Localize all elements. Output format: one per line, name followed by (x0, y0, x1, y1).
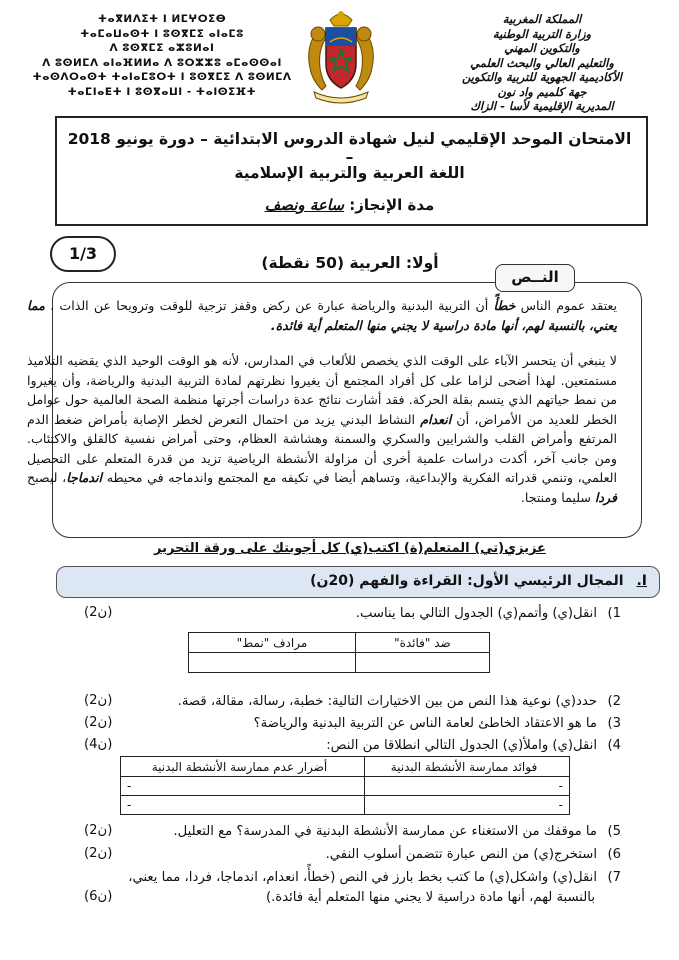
table-header-harms: أضرار عدم ممارسة الأنشطة البدنية (121, 757, 365, 777)
exam-title: الامتحان الموحد الإقليمي لنيل شهادة الدروس الابتدائية – دورة يونيو 2018 – (67, 130, 632, 166)
question-text: حدد(ي) نوعية هذا النص من بين الاختيارات التالية: خطبة، رسالة، مقالة، قصة. (177, 694, 597, 709)
administration-line: والتعليم العالي والبحث العلمي (470, 55, 614, 70)
table-header-antonym: ضد "فائدة" (355, 633, 489, 653)
duration-value: ساعة ونصف (264, 196, 344, 214)
passage-text: أن التربية البدنية والرياضة عبارة عن ركض وقفز تزجية للوقت وترويحا عن الذات . (44, 298, 494, 313)
administration-line: المديرية الإقليمية لأسا - الزاك (470, 99, 614, 113)
passage-bold-word: خطأً (493, 298, 516, 313)
question-points: (2ن) (84, 693, 113, 708)
moroccan-coat-of-arms-icon (300, 6, 382, 106)
question-number: 3) (607, 716, 621, 731)
question-number: 4) (607, 738, 621, 753)
question-text: ما هو الاعتقاد الخاطئ لعامة الناس عن التربية البدنية والرياضة؟ (253, 716, 597, 731)
administration-line: المملكة المغربية (502, 12, 582, 26)
question-points: (4ن) (84, 737, 113, 752)
passage-label: النــص (495, 264, 575, 292)
table-cell-dash: - (364, 796, 569, 815)
passage-paragraph-1 (27, 296, 617, 335)
question-text: استخرج(ي) من النص عبارة تتضمن أسلوب النفي. (325, 847, 597, 862)
arabic-administration-block (427, 12, 657, 114)
question-points: (2ن) (84, 605, 113, 620)
tifinagh-line: ⴷ ⵓⵙⵍⵎⴷ ⴰⵏⴰⴼⵍⵍⴰ ⴷ ⵓⵔⵣⵣⵓ ⴰⵎⴰⵙⵙⴰⵏ (42, 56, 282, 69)
passage-paragraph-2 (27, 351, 617, 507)
question-points: (6ن) (84, 889, 113, 904)
tifinagh-line: ⵜⴰⵎⵏⴰⴹⵜ ⵏ ⵓⵙⴳⴰⵡⵏ - ⵜⴰⵏⵙⵉⴼⵜ (67, 85, 257, 98)
table-cell-dash: - (121, 796, 365, 815)
question-number: 6) (607, 847, 621, 862)
instruction-line: عزيزي(تي) المتعلم(ة) اكتب(ي) كل أجوبتك على ورقة التحرير (154, 541, 546, 556)
benefits-harms-table (120, 756, 570, 815)
passage-text: يعتقد عموم الناس (515, 298, 617, 313)
passage-bold-word: فردا (594, 489, 617, 505)
question-text: انقل(ي) واشكل(ي) ما كتب بخط بارز في النص (خطأً، انعدام، اندماجا، فردا، مما يعني، (128, 870, 597, 885)
document-header (0, 0, 679, 112)
passage-text: النشاط البدني يزيد من احتمال التعرض لخطر الإصابة بأمراض ضغط الدم المرتفع وأمراض القلب والشرايين والسكري والسمنة وهشاشة العظام، وحتى أمراض نفسية كالقلق والاكتئاب. ومن جانب آخر، أكدت دراسات علمية أخرى أن مزاولة الأنشطة الرياضية تزيد من قدرة المتعلم على التحصيل العلمي، وتنمي قدراته الفكرية والإبداعية، وتساهم أيضا في تكيفه مع المجتمع واندماجه في محيطه (27, 411, 618, 485)
question-points: (2ن) (84, 846, 113, 861)
question-points: (2ن) (84, 715, 113, 730)
passage-text: لا ينبغي أن يتحسر الآباء على الوقت الذي يخصص للألعاب في المدارس، لأنه هو الوقت الوحيد الذي يقضيه التلاميذ مستمتعين. لهذا أضحى لزاما على كل أفراد المجتمع أن يغيروا نظرتهم لمادة التربية البدنية والرياضة، وأن يغيروا من نمط حياتهم الذي يتسم بقلة الحركة. فقد أشارت نتائج عدة دراسات أجرتها منظمة الصحة العالمية حول عوامل الخطر للعديد من الأمراض، أن (27, 353, 617, 427)
tifinagh-line: ⵜⴰⵙⴷⵔⴰⵙⵜ ⵜⴰⵏⴰⵎⵓⵔⵜ ⵏ ⵓⵙⴳⵎⵉ ⴷ ⵓⵙⵍⵎⴷ (32, 71, 292, 83)
administration-line: والتكوين المهني (504, 41, 580, 55)
question-number: 7) (607, 870, 621, 885)
passage-bold-phrase: مما يعني، بالنسبة لهم، أنها مادة دراسية لا يجني منها المتعلم أية فائدة. (27, 298, 617, 333)
passage-text: ، ليصبح (27, 470, 67, 485)
domain-title-text: المجال الرئيسي الأول: القراءة والفهم (20ن) (310, 573, 624, 589)
duration-label: مدة الإنجاز: (349, 196, 435, 214)
question-text: انقل(ي) واملأ(ي) الجدول التالي انطلاقا من النص: (326, 738, 597, 753)
tifinagh-line: ⵜⴰⴳⵍⴷⵉⵜ ⵏ ⵍⵎⵖⵔⵉⴱ (97, 13, 227, 25)
question-number: 2) (607, 694, 621, 709)
table-cell-empty (355, 653, 489, 673)
question-4 (326, 737, 621, 754)
table-cell-empty (189, 653, 356, 673)
table-cell-dash: - (364, 777, 569, 796)
exam-subject: اللغة العربية والتربية الإسلامية (234, 164, 465, 182)
domain-title (310, 573, 647, 589)
question-7 (128, 869, 621, 886)
question-number: 1) (607, 606, 621, 621)
question-text: انقل(ي) وأتمم(ي) الجدول التالي بما يناسب. (355, 606, 597, 621)
tifinagh-line: ⵜⴰⵎⴰⵡⴰⵙⵜ ⵏ ⵓⵙⴳⵎⵉ ⴰⵏⴰⵎⵓ (80, 27, 244, 40)
passage-bold-word: اندماجا (66, 470, 103, 485)
passage-text: سليما ومنتجا. (520, 489, 595, 505)
tifinagh-administration-block (22, 12, 302, 99)
table-cell-dash: - (121, 777, 365, 796)
section-title: أولا: العربية (50 نقطة) (261, 254, 439, 272)
administration-line: الأكاديمية الجهوية للتربية والتكوين (461, 70, 622, 84)
domain-numeral: I. (636, 573, 647, 589)
table-header-benefits: فوائد ممارسة الأنشطة البدنية (364, 757, 569, 777)
question-7-continuation: بالنسبة لهم، أنها مادة دراسية لا يجني منها المتعلم أية فائدة.) (265, 890, 595, 905)
administration-line: وزارة التربية الوطنية (492, 26, 592, 41)
tifinagh-line: ⴷ ⵓⵙⴳⵎⵉ ⴰⵣⵓⵍⴰⵏ (109, 42, 215, 54)
question-5 (173, 823, 621, 840)
page-indicator: 1/3 (50, 236, 116, 272)
administration-line: جهة كلميم واد نون (497, 84, 587, 99)
domain-header-bar (56, 566, 660, 598)
exam-title-box (55, 116, 648, 226)
question-points: (2ن) (84, 823, 113, 838)
question-number: 5) (607, 824, 621, 839)
question-2 (178, 693, 621, 710)
question-1 (356, 605, 621, 622)
question-text: ما موقفك من الاستغناء عن ممارسة الأنشطة البدنية في المدرسة؟ مع التعليل. (173, 824, 597, 839)
question-3 (254, 715, 621, 732)
question-6 (326, 846, 621, 863)
table-header-synonym: مرادف "نمط" (189, 633, 356, 653)
synonym-antonym-table (188, 632, 490, 673)
passage-bold-word: انعدام (420, 411, 452, 427)
exam-duration (67, 196, 632, 214)
